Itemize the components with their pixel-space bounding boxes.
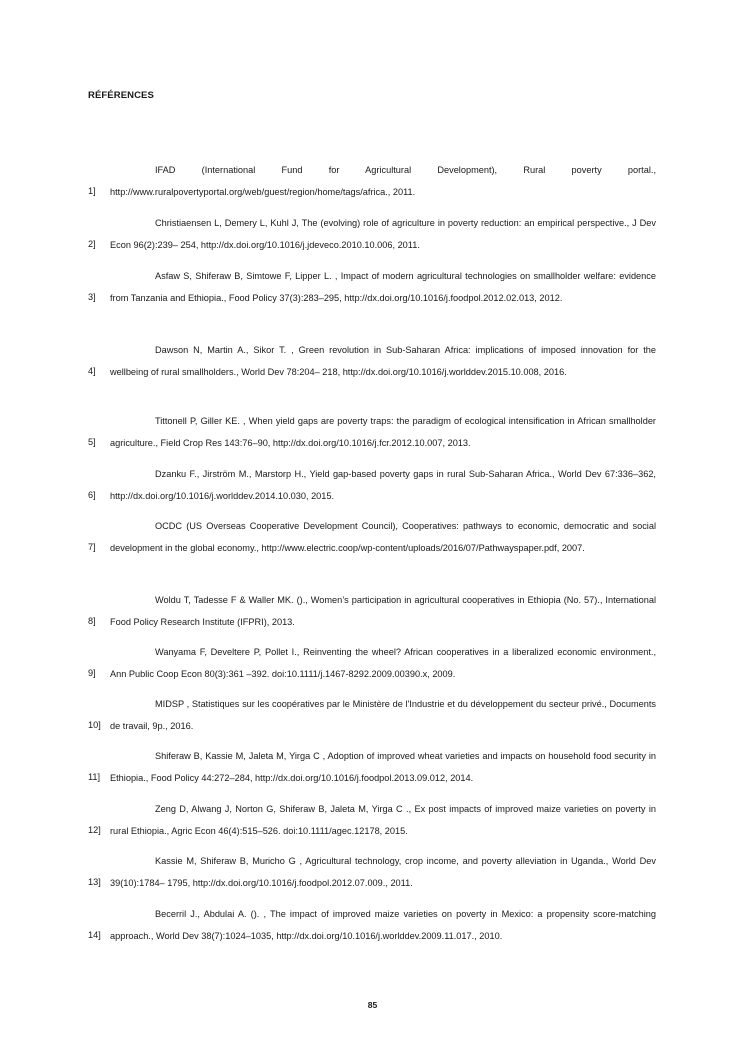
reference-text: Woldu T, Tadesse F & Waller MK. ()., Women’s participation in agricultural cooperatives in Ethiopia (No. 57)., International Food Policy Research Institute (IFPRI), 2013. bbox=[110, 595, 656, 627]
reference-number: 2] bbox=[88, 239, 96, 249]
reference-text: Asfaw S, Shiferaw B, Simtowe F, Lipper L. , Impact of modern agricultural technologies on smallholder welfare: evidence from Tanzania and Ethiopia., Food Policy 37(3):283–295, http://dx.doi.org/10.1016/j.foodpol.2012.02.013, 2012. bbox=[110, 271, 656, 303]
reference-number: 5] bbox=[88, 437, 96, 447]
page-number: 85 bbox=[367, 1000, 378, 1010]
reference-text: MIDSP , Statistiques sur les coopératives par le Ministère de l'Industrie et du développement du secteur privé., Documents de travail, 9p., 2016. bbox=[110, 699, 656, 731]
reference-number: 9] bbox=[88, 668, 96, 678]
reference-number: 12] bbox=[88, 825, 101, 835]
reference-text: Zeng D, Alwang J, Norton G, Shiferaw B, Jaleta M, Yirga C ., Ex post impacts of improved maize varieties on poverty in rural Ethiopia., Agric Econ 46(4):515–526. doi:10.1111/agec.12178, 2015. bbox=[110, 804, 656, 836]
reference-text: OCDC (US Overseas Cooperative Development Council), Cooperatives: pathways to economic, democratic and social development in the global economy., http://www.electric.coop/wp-content/uploads/2016/07/Pathwayspaper.pdf, 2007. bbox=[110, 521, 656, 553]
reference-text: Becerril J., Abdulai A. (). , The impact of improved maize varieties on poverty in Mexico: a propensity score-matching approach., World Dev 38(7):1024–1035, http://dx.doi.org/10.1016/j.worlddev.2009.11.017., 2010. bbox=[110, 909, 656, 941]
reference-number: 13] bbox=[88, 877, 101, 887]
reference-number: 1] bbox=[88, 186, 96, 196]
reference-number: 6] bbox=[88, 490, 96, 500]
reference-number: 14] bbox=[88, 930, 101, 940]
reference-text: Kassie M, Shiferaw B, Muricho G , Agricultural technology, crop income, and poverty alleviation in Uganda., World Dev 39(10):1784– 1795, http://dx.doi.org/10.1016/j.foodpol.2012.07.009., 2011. bbox=[110, 856, 656, 888]
reference-text: IFAD (International Fund for Agricultural Development), Rural poverty portal., http://www.ruralpovertyportal.org/web/guest/region/home/tags/africa., 2011. bbox=[110, 165, 656, 197]
reference-number: 10] bbox=[88, 720, 101, 730]
reference-number: 3] bbox=[88, 292, 96, 302]
reference-text: Wanyama F, Develtere P, Pollet I., Reinventing the wheel? African cooperatives in a liberalized economic environment., Ann Public Coop Econ 80(3):361 –392. doi:10.1111/j.1467-8292.2009.00390.x, 2009. bbox=[110, 647, 656, 679]
reference-text: Dzanku F., Jirström M., Marstorp H., Yield gap-based poverty gaps in rural Sub-Saharan Africa., World Dev 67:336–362, http://dx.doi.org/10.1016/j.worlddev.2014.10.030, 2015. bbox=[110, 469, 656, 501]
reference-number: 11] bbox=[88, 772, 101, 782]
reference-text: Dawson N, Martin A., Sikor T. , Green revolution in Sub-Saharan Africa: implications of imposed innovation for the wellbeing of rural smallholders., World Dev 78:204– 218, http://dx.doi.org/10.1016/j.worlddev.2015.10.008, 2016. bbox=[110, 345, 656, 377]
reference-text: Shiferaw B, Kassie M, Jaleta M, Yirga C , Adoption of improved wheat varieties and impacts on household food security in Ethiopia., Food Policy 44:272–284, http://dx.doi.org/10.1016/j.foodpol.2013.09.012, 2014. bbox=[110, 751, 656, 783]
references-heading: RÉFÉRENCES bbox=[88, 90, 154, 101]
reference-number: 4] bbox=[88, 366, 96, 376]
reference-text: Christiaensen L, Demery L, Kuhl J, The (evolving) role of agriculture in poverty reduction: an empirical perspective., J Dev Econ 96(2):239– 254, http://dx.doi.org/10.1016/j.jdeveco.2010.10.006, 2011. bbox=[110, 218, 656, 250]
reference-number: 8] bbox=[88, 616, 96, 626]
reference-number: 7] bbox=[88, 542, 96, 552]
reference-text: Tittonell P, Giller KE. , When yield gaps are poverty traps: the paradigm of ecological intensification in African smallholder agriculture., Field Crop Res 143:76–90, http://dx.doi.org/10.1016/j.fcr.2012.10.007, 2013. bbox=[110, 416, 656, 448]
